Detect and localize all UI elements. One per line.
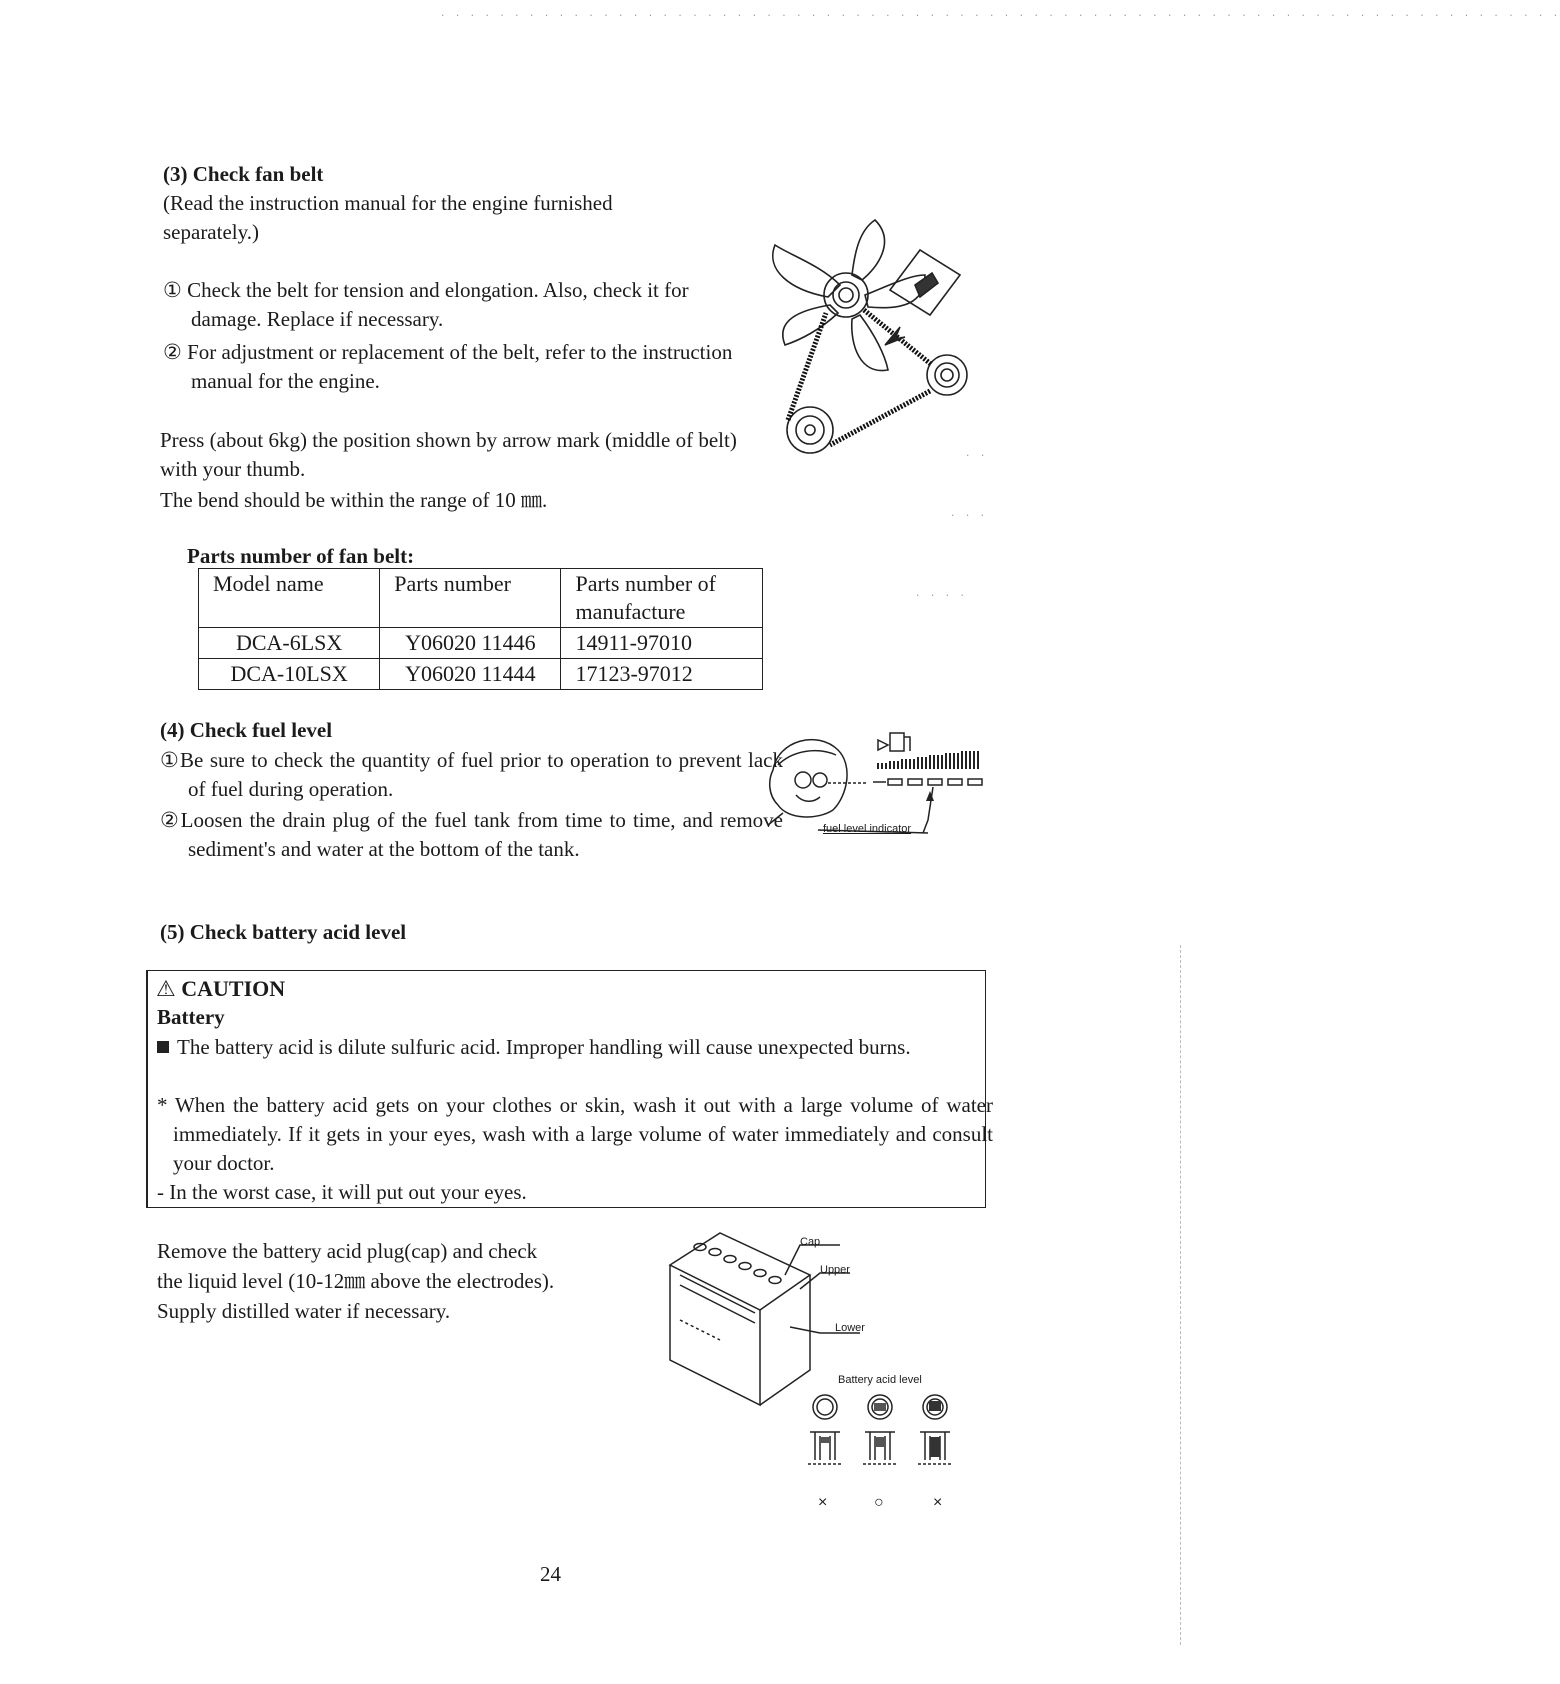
section-3-title: (3) Check fan belt bbox=[163, 162, 324, 186]
acid-level-cells bbox=[790, 1392, 970, 1482]
page-number: 24 bbox=[540, 1562, 561, 1586]
section-3-intro: (Read the instruction manual for the engine furnished separately.) bbox=[163, 191, 613, 244]
table-header: Model name bbox=[199, 569, 380, 628]
battery-text-3: Supply distilled water if necessary. bbox=[157, 1299, 451, 1323]
section-4-title: (4) Check fuel level bbox=[160, 718, 333, 742]
fuel-level-indicator-label: fuel level indicator bbox=[823, 823, 912, 835]
fuel-level-diagram bbox=[758, 725, 988, 865]
acid-level-mark-low: × bbox=[818, 1494, 828, 1511]
table-header-row bbox=[199, 569, 763, 628]
acid-level-mark-correct: ○ bbox=[874, 1494, 884, 1511]
table-header: Parts number of manufacture bbox=[561, 569, 763, 628]
battery-text-2: the liquid level (10-12㎜ above the electrodes). bbox=[157, 1269, 555, 1293]
section-5-title: (5) Check battery acid level bbox=[160, 920, 407, 944]
scan-noise-2: . . bbox=[965, 449, 988, 459]
caution-line-1 bbox=[157, 1033, 977, 1062]
parts-table bbox=[198, 568, 763, 690]
section-3-item-2: ② For adjustment or replacement of the belt, refer to the instruction manual for the engine. bbox=[163, 340, 733, 393]
table-cell: DCA-6LSX bbox=[199, 628, 380, 659]
battery-acid-level-label: Battery acid level bbox=[838, 1374, 922, 1386]
table-cell: Y06020 11446 bbox=[380, 628, 561, 659]
table-cell: Y06020 11444 bbox=[380, 659, 561, 690]
section-3-bend-text: The bend should be within the range of 10 ㎜. bbox=[160, 488, 548, 512]
caution-line-3: - In the worst case, it will put out your eyes. bbox=[157, 1180, 527, 1204]
acid-level-mark-high: × bbox=[933, 1494, 943, 1511]
fan-belt-diagram bbox=[760, 215, 990, 460]
table-row bbox=[199, 659, 763, 690]
battery-label-lower: Lower bbox=[835, 1322, 865, 1334]
scan-noise-3: . . . bbox=[950, 509, 988, 519]
section-3-press-text: Press (about 6kg) the position shown by arrow mark (middle of belt) with your thumb. bbox=[160, 428, 737, 481]
section-4-item-1: ①Be sure to check the quantity of fuel prior to operation to prevent lack of fuel during operation. bbox=[160, 748, 783, 801]
caution-heading-text: CAUTION bbox=[181, 976, 286, 1001]
caution-heading bbox=[156, 975, 285, 1003]
square-bullet-icon bbox=[157, 1041, 169, 1053]
table-header: Parts number bbox=[380, 569, 561, 628]
scan-noise: . . . . . . . . . . . . . . . . . . . . . . . . . . . . . . . . . . . . . . . . . . . . . . . . . . . . . . . . . . . . . . . . . . . . . . . . . . . . bbox=[440, 9, 1560, 19]
table-cell: DCA-10LSX bbox=[199, 659, 380, 690]
scan-edge-line bbox=[1180, 945, 1182, 1645]
warning-triangle-icon: ⚠ bbox=[156, 976, 176, 1001]
battery-label-cap: Cap bbox=[800, 1236, 821, 1248]
table-cell: 17123-97012 bbox=[561, 659, 763, 690]
table-row bbox=[199, 628, 763, 659]
table-cell: 14911-97010 bbox=[561, 628, 763, 659]
caution-line-1-text: The battery acid is dilute sulfuric acid. Improper handling will cause unexpected burns. bbox=[177, 1035, 911, 1059]
section-4-item-2: ②Loosen the drain plug of the fuel tank from time to time, and remove sediment's and water at the bottom of the tank. bbox=[160, 808, 783, 861]
caution-line-2: * When the battery acid gets on your clothes or skin, wash it out with a large volume of water immediately. If it gets in your eyes, wash with a large volume of water immediately and consult your doctor. bbox=[157, 1093, 993, 1175]
battery-text-1: Remove the battery acid plug(cap) and check bbox=[157, 1239, 538, 1263]
battery-label-upper: Upper bbox=[820, 1264, 850, 1276]
scan-noise-4: . . . . bbox=[915, 589, 967, 599]
caution-subheading: Battery bbox=[157, 1005, 225, 1029]
section-3-item-1: ① Check the belt for tension and elongation. Also, check it for damage. Replace if necessary. bbox=[163, 278, 689, 331]
battery-diagram bbox=[660, 1225, 860, 1405]
parts-table-title: Parts number of fan belt: bbox=[187, 544, 415, 568]
